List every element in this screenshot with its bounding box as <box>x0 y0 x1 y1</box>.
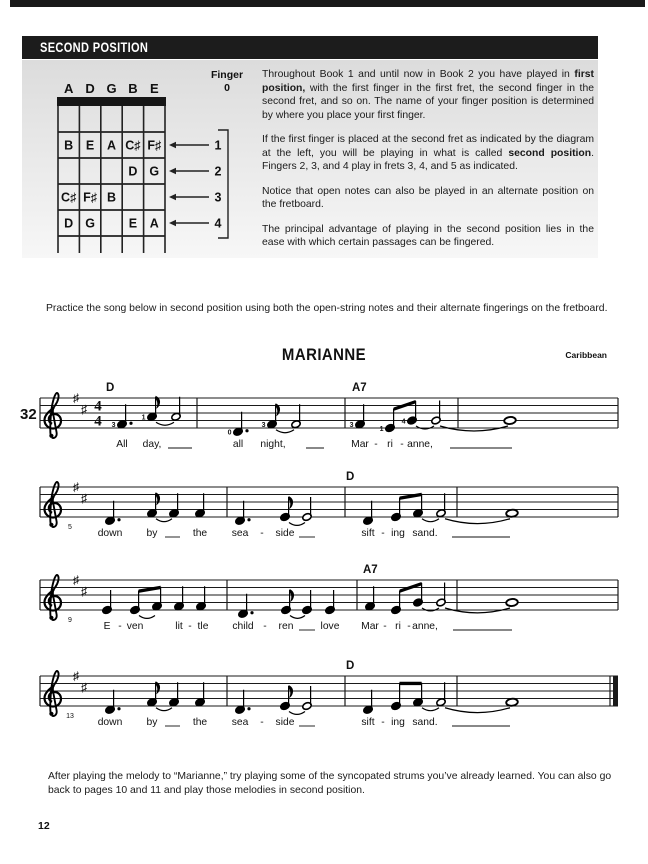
svg-text:-: - <box>260 528 264 539</box>
svg-text:4: 4 <box>94 413 102 430</box>
svg-text:A7: A7 <box>352 382 367 394</box>
svg-text:All: All <box>116 439 128 450</box>
svg-text:-: - <box>381 528 385 539</box>
svg-text:-: - <box>381 717 385 728</box>
svg-text:sand.: sand. <box>412 528 438 539</box>
svg-text:D: D <box>346 660 355 672</box>
svg-text:anne,: anne, <box>412 621 438 632</box>
music-system-1 <box>0 364 648 464</box>
svg-text:9: 9 <box>68 617 72 624</box>
page-number: 12 <box>38 820 50 832</box>
svg-text:B: B <box>64 138 74 153</box>
svg-text:F♯: F♯ <box>147 138 162 153</box>
svg-text:D: D <box>128 164 138 179</box>
song-title: MARIANNE <box>281 345 367 364</box>
svg-text:D: D <box>106 382 115 394</box>
svg-text:ri: ri <box>387 439 393 450</box>
svg-text:day,: day, <box>142 439 162 450</box>
svg-text:D: D <box>64 216 74 231</box>
svg-text:D: D <box>346 471 355 483</box>
section-header <box>22 36 598 59</box>
svg-text:1: 1 <box>141 414 146 422</box>
svg-text:B: B <box>106 190 117 205</box>
svg-text:-: - <box>188 621 192 632</box>
svg-text:the: the <box>192 717 208 728</box>
top-edge-rule <box>10 0 645 7</box>
svg-text:♯: ♯ <box>81 680 87 695</box>
svg-text:Mar: Mar <box>361 621 379 632</box>
svg-text:child: child <box>232 621 254 632</box>
practice-instruction: Practice the song below in second position using both the open-string notes and their alternate fingerings on the fretboard. <box>46 303 608 314</box>
svg-text:-: - <box>400 439 404 450</box>
svg-text:sift: sift <box>361 528 375 539</box>
svg-text:by: by <box>146 717 158 728</box>
section-title: SECOND POSITION <box>40 40 149 55</box>
svg-text:1: 1 <box>214 138 222 153</box>
svg-text:E: E <box>103 621 111 632</box>
svg-text:13: 13 <box>66 713 74 720</box>
svg-text:-: - <box>260 717 264 728</box>
music-system-3 <box>0 546 648 646</box>
svg-text:A: A <box>64 81 74 96</box>
svg-text:by: by <box>146 528 158 539</box>
intro-paragraph-1: Throughout Book 1 and until now in Book 2 you have played in first position, with the first finger in the first fret, the second finger in the second fret, and so on. The name of your finger position is determined by where you place your first finger. <box>262 69 594 121</box>
svg-text:♯: ♯ <box>73 573 79 587</box>
svg-text:5: 5 <box>68 524 72 531</box>
intro-paragraph-2: If the first finger is placed at the second fret as indicated by the diagram at the left, you will be playing in what is called second position. Fingers 2, 3, and 4 play in frets 3, 4, and 5 as indicated. <box>262 134 595 172</box>
svg-text:G: G <box>149 164 160 179</box>
svg-text:4: 4 <box>94 398 102 415</box>
svg-text:2: 2 <box>214 164 222 179</box>
svg-text:G: G <box>106 81 117 96</box>
music-system-4 <box>0 642 648 742</box>
svg-text:ren: ren <box>278 621 294 632</box>
svg-text:♯: ♯ <box>81 491 87 506</box>
svg-text:G: G <box>85 216 95 231</box>
footer-paragraph: After playing the melody to “Marianne,” try playing some of the syncopated strums you’ve already learned. You can also go back to pages 10 and 11 and play those melodies in second position. <box>48 771 612 796</box>
intro-paragraph-4: The principal advantage of playing in the second position lies in the ease with which certain passages can be fingered. <box>262 223 594 248</box>
intro-paragraph-3: Notice that open notes can also be played in an alternate position on the fretboard. <box>262 185 594 210</box>
svg-text:♯: ♯ <box>73 480 79 494</box>
svg-text:the: the <box>192 528 208 539</box>
svg-text:down: down <box>97 528 123 539</box>
svg-text:0: 0 <box>224 82 230 94</box>
title-row <box>0 345 648 365</box>
svg-text:♯: ♯ <box>73 391 79 405</box>
svg-text:Mar: Mar <box>351 439 369 450</box>
svg-text:sand.: sand. <box>412 717 438 728</box>
svg-text:Finger: Finger <box>210 69 244 81</box>
svg-text:3: 3 <box>214 190 222 205</box>
svg-text:night,: night, <box>260 439 286 450</box>
intro-panel <box>22 60 598 258</box>
svg-text:-: - <box>374 439 378 450</box>
svg-text:C♯: C♯ <box>125 138 141 153</box>
music-system-2 <box>0 453 648 553</box>
intro-text <box>262 68 594 261</box>
svg-text:♯: ♯ <box>81 402 87 417</box>
svg-text:sea: sea <box>231 528 249 539</box>
song-style-label: Caribbean <box>565 350 607 360</box>
svg-text:down: down <box>97 717 123 728</box>
svg-text:F♯: F♯ <box>83 190 98 205</box>
svg-text:ven: ven <box>126 621 144 632</box>
svg-text:ing: ing <box>391 528 405 539</box>
svg-text:D: D <box>85 81 95 96</box>
svg-text:3: 3 <box>111 422 116 430</box>
svg-text:-: - <box>118 621 122 632</box>
svg-text:anne,: anne, <box>407 439 433 450</box>
svg-text:sea: sea <box>231 717 249 728</box>
svg-text:E: E <box>149 81 159 96</box>
svg-text:lit: lit <box>175 621 183 632</box>
svg-text:3: 3 <box>261 422 266 430</box>
svg-text:E: E <box>85 138 95 153</box>
svg-text:B: B <box>128 81 138 96</box>
svg-text:ri: ri <box>395 621 401 632</box>
svg-text:sift: sift <box>361 717 375 728</box>
svg-text:-: - <box>263 621 267 632</box>
svg-text:side: side <box>275 528 295 539</box>
svg-text:1: 1 <box>379 425 384 433</box>
svg-text:C♯: C♯ <box>61 190 77 205</box>
svg-text:A: A <box>149 216 159 231</box>
song-number: 32 <box>20 406 37 423</box>
svg-text:love: love <box>320 621 340 632</box>
svg-text:tle: tle <box>197 621 209 632</box>
svg-text:4: 4 <box>214 216 222 231</box>
svg-text:ing: ing <box>391 717 405 728</box>
svg-text:3: 3 <box>349 422 354 430</box>
svg-text:all: all <box>232 439 244 450</box>
svg-text:-: - <box>383 621 387 632</box>
svg-text:-: - <box>407 621 411 632</box>
svg-text:♯: ♯ <box>73 669 79 683</box>
svg-text:A7: A7 <box>363 564 378 576</box>
svg-text:side: side <box>275 717 295 728</box>
svg-text:0: 0 <box>227 429 232 437</box>
svg-text:4: 4 <box>401 418 406 426</box>
svg-text:E: E <box>128 216 138 231</box>
svg-text:♯: ♯ <box>81 584 87 599</box>
svg-text:A: A <box>106 138 117 153</box>
